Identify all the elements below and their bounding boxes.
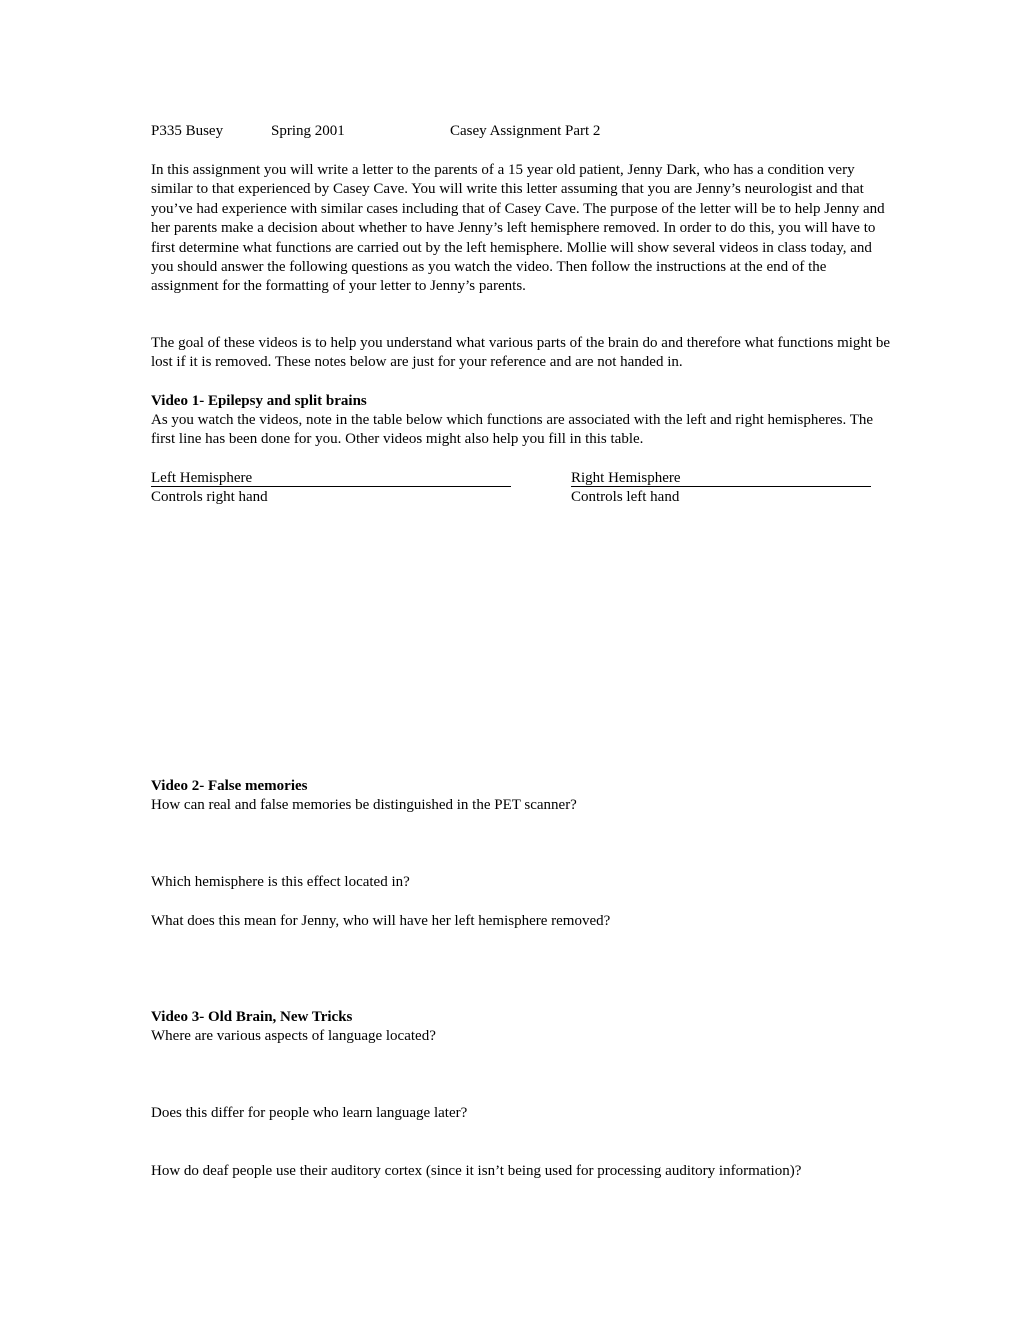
video3-heading: Video 3- Old Brain, New Tricks [151,1009,353,1025]
table-header-left [151,469,511,487]
table-header-right [571,469,871,487]
video3-question-1: Where are various aspects of language located? [151,1028,436,1044]
course-label: P335 Busey [151,123,224,139]
table-cell-right: Controls left hand [571,489,680,505]
video3-question-3: How do deaf people use their auditory cortex (since it isn’t being used for processing auditory information)? [151,1163,802,1179]
video2-question-2: Which hemisphere is this effect located in? [151,874,410,890]
intro-paragraph: In this assignment you will write a letter to the parents of a 15 year old patient, Jenny Dark, who has a condition very similar to that experienced by Casey Cave. You will write this letter assuming that you are Jenny’s neurologist and that you’ve had experience with similar cases including that of Casey Cave. The purpose of the letter will be to help Jenny and her parents make a decision about whether to have Jenny’s left hemisphere removed. In order to do this, you will have to first determine what functions are carried out by the left hemisphere. Mollie will show several videos in class today, and you should answer the following questions as you watch the video. Then follow the instructions at the end of the assignment for the formatting of your letter to Jenny’s parents. [151,162,885,295]
goal-paragraph: The goal of these videos is to help you understand what various parts of the brain do and therefore what functions might be lost if it is removed. These notes below are just for your reference and are not handed in. [151,335,890,371]
video2-heading: Video 2- False memories [151,778,308,794]
term-label: Spring 2001 [271,123,345,139]
assignment-title: Casey Assignment Part 2 [450,123,601,139]
table-cell-left: Controls right hand [151,489,268,505]
video1-instructions: As you watch the videos, note in the table below which functions are associated with the left and right hemispheres. The first line has been done for you. Other videos might also help you fill in this table. [151,412,874,448]
document-header [151,122,891,141]
video1-heading: Video 1- Epilepsy and split brains [151,393,367,409]
right-hemisphere-header: Right Hemisphere [571,470,681,486]
video2-question-3: What does this mean for Jenny, who will have her left hemisphere removed? [151,913,611,929]
video2-question-1: How can real and false memories be distinguished in the PET scanner? [151,797,577,813]
left-hemisphere-header: Left Hemisphere [151,470,253,486]
video3-question-2: Does this differ for people who learn language later? [151,1105,468,1121]
